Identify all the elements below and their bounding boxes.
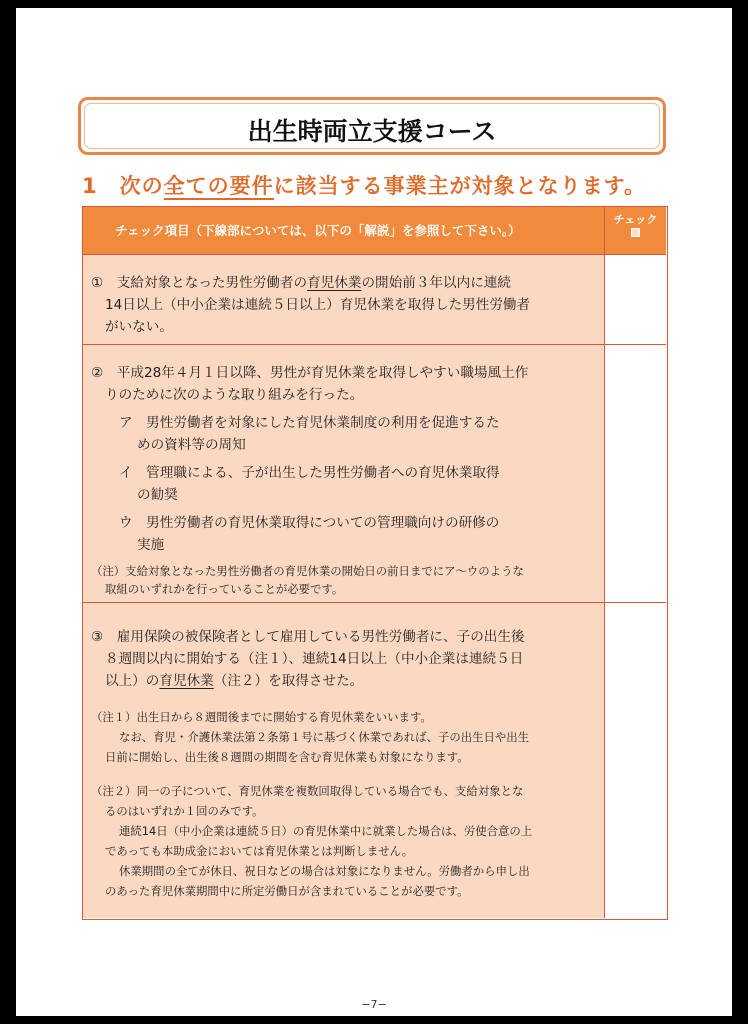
row1-line1: ① 支給対象となった男性労働者の育児休業の開始前３年以内に連続 — [91, 275, 511, 291]
row3-note1-line2: なお、育児・介護休業法第２条第１号に基づく休業であれば、子の出生日や出生 — [119, 730, 530, 744]
table-header: チェック項目（下線部については、以下の「解説」を参照して下さい。） — [83, 207, 605, 254]
row1-line2: 14日以上（中小企業は連続５日以上）育児休業を取得した男性労働者 — [105, 297, 531, 313]
row2-note1: （注）支給対象となった男性労働者の育児休業の開始日の前日までにア～ウのような — [91, 564, 524, 578]
requirements-table — [82, 206, 668, 920]
row3-line3: 以上）の育児休業（注２）を取得させた。 — [105, 673, 364, 689]
row2-item-a2: めの資料等の周知 — [137, 437, 246, 453]
check-header — [605, 207, 666, 254]
row3-note2-line1: （注２）同一の子について、育児休業を複数回取得している場合でも、支給対象とな — [91, 784, 524, 798]
table-row — [83, 602, 605, 918]
heading-prefix: 1 次の — [82, 174, 164, 198]
heading-rest: に該当する事業主が対象となります。 — [273, 174, 646, 198]
check-cell-3[interactable] — [605, 602, 666, 918]
row3-line1: ③ 雇用保険の被保険者として雇用している男性労働者に、子の出生後 — [91, 629, 525, 645]
row3-note2-line6: のあった育児休業期間中に所定労働日が含まれていることが必要です。 — [105, 884, 469, 898]
row3-note2-line4: であっても本助成金においては育児休業とは判断しません。 — [105, 844, 414, 858]
row3-note2-line2: るのはいずれか１回のみです。 — [105, 804, 264, 818]
row2-item-c1: ウ 男性労働者の育児休業取得についての管理職向けの研修の — [119, 515, 500, 531]
row2-item-c2: 実施 — [137, 537, 165, 553]
section-heading — [82, 170, 646, 200]
row2-item-a1: ア 男性労働者を対象にした育児休業制度の利用を促進するた — [119, 415, 500, 431]
row2-item-b2: の勧奨 — [137, 487, 178, 503]
check-cell-1[interactable] — [605, 254, 666, 344]
page-title: 出生時両立支援コース — [247, 117, 497, 146]
row3-note2-line5: 休業期間の全てが休日、祝日などの場合は対象になりません。労働者から申し出 — [119, 864, 530, 878]
check-header-label: チェック — [613, 213, 658, 226]
table-row — [83, 344, 605, 602]
row3-line2: ８週間以内に開始する（注１）、連続14日以上（中小企業は連続５日 — [105, 651, 524, 667]
checkbox-icon — [631, 228, 640, 237]
table-row — [83, 254, 605, 344]
page — [16, 8, 732, 1016]
row2-item-b1: イ 管理職による、子が出生した男性労働者への育児休業取得 — [119, 465, 500, 481]
page-number: −7− — [361, 998, 387, 1011]
row2-note2: 取組のいずれかを行っていることが必要です。 — [105, 582, 344, 596]
title-box — [78, 97, 666, 155]
heading-underlined: 全ての要件 — [163, 174, 274, 198]
row3-note1-line3: 日前に開始し、出生後８週間の期間を含む育児休業も対象になります。 — [105, 750, 469, 764]
row3-note1-line1: （注１）出生日から８週間後までに開始する育児休業をいいます。 — [91, 710, 432, 724]
row2-line2: りのために次のような取り組みを行った。 — [105, 387, 364, 403]
row1-line3: がいない。 — [105, 319, 173, 335]
check-cell-2[interactable] — [605, 344, 666, 602]
row2-line1: ② 平成28年４月１日以降、男性が育児休業を取得しやすい職場風土作 — [91, 365, 529, 381]
row3-note2-line3: 連続14日（中小企業は連続５日）の育児休業中に就業した場合は、労使合意の上 — [119, 824, 533, 838]
